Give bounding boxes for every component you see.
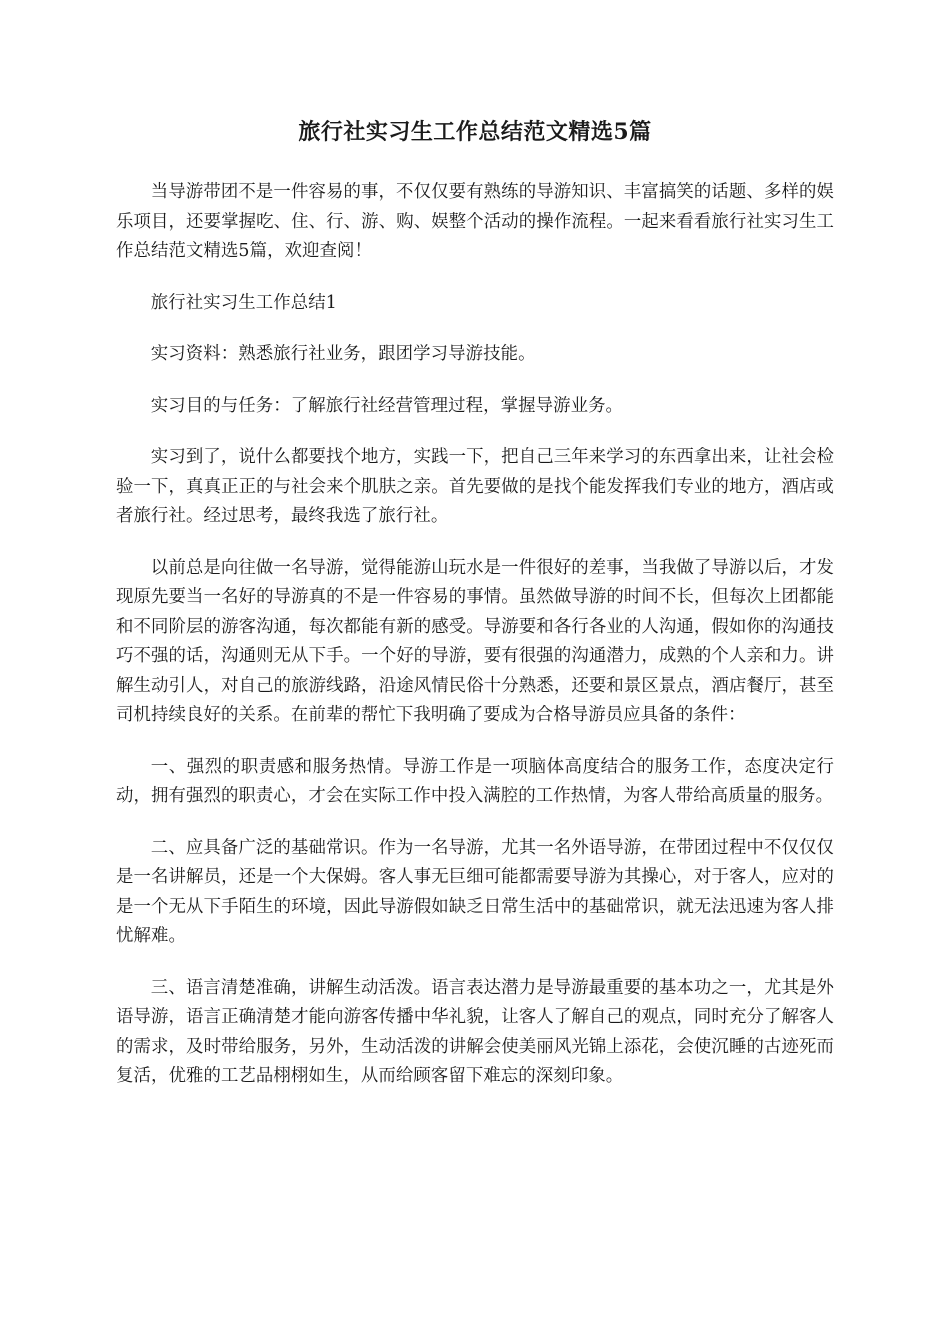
list-paragraph: 三、语言清楚准确，讲解生动活泼。语言表达潜力是导游最重要的基本功之一，尤其是外语导游，语言正确清楚才能向游客传播中华礼貌，让客人了解自己的观点，同时充分了解客人的需求，及时带给服务，另外，生动活泼的讲解会使美丽风光锦上添花，会使沉睡的古迹死而复活，优雅的工艺品栩栩如生，从而给顾客留下难忘的深刻印象。 (116, 977, 834, 1086)
body-paragraph: 实习到了，说什么都要找个地方，实践一下，把自己三年来学习的东西拿出来，让社会检验一下，真真正正的与社会来个肌肤之亲。首先要做的是找个能发挥我们专业的地方，酒店或者旅行社。经过思考，最终我选了旅行社。 (116, 447, 834, 526)
document-page (116, 112, 834, 1092)
body-paragraph: 实习目的与任务：了解旅行社经营管理过程，掌握导游业务。 (150, 395, 624, 416)
list-paragraph: 一、强烈的职责感和服务热情。导游工作是一项脑体高度结合的服务工作，态度决定行动，拥有强烈的职责心，才会在实际工作中投入满腔的工作热情，为客人带给高质量的服务。 (116, 756, 834, 806)
intro-paragraph: 当导游带团不是一件容易的事，不仅仅要有熟练的导游知识、丰富搞笑的话题、多样的娱乐项目，还要掌握吃、住、行、游、购、娱整个活动的操作流程。一起来看看旅行社实习生工作总结范文精选5篇，欢迎查阅！ (116, 182, 834, 261)
document-title: 旅行社实习生工作总结范文精选5篇 (298, 119, 652, 145)
list-paragraph: 二、应具备广泛的基础常识。作为一名导游，尤其一名外语导游，在带团过程中不仅仅仅是一名讲解员，还是一个大保姆。客人事无巨细可能都需要导游为其操心，对于客人，应对的是一个无从下手陌生的环境，因此导游假如缺乏日常生活中的基础常识，就无法迅速为客人排忧解难。 (116, 837, 834, 946)
body-paragraph: 以前总是向往做一名导游，觉得能游山玩水是一件很好的差事，当我做了导游以后，才发现原先要当一名好的导游真的不是一件容易的事情。虽然做导游的时间不长，但每次上团都能和不同阶层的游客沟通，每次都能有新的感受。导游要和各行各业的人沟通，假如你的沟通技巧不强的话，沟通则无从下手。一个好的导游，要有很强的沟通潜力，成熟的个人亲和力。讲解生动引人，对自己的旅游线路，沿途风情民俗十分熟悉，还要和景区景点，酒店餐厅，甚至司机持续良好的关系。在前辈的帮忙下我明确了要成为合格导游员应具备的条件： (116, 557, 834, 725)
body-paragraph: 实习资料：熟悉旅行社业务，跟团学习导游技能。 (150, 344, 536, 364)
section-heading: 旅行社实习生工作总结1 (150, 292, 337, 313)
